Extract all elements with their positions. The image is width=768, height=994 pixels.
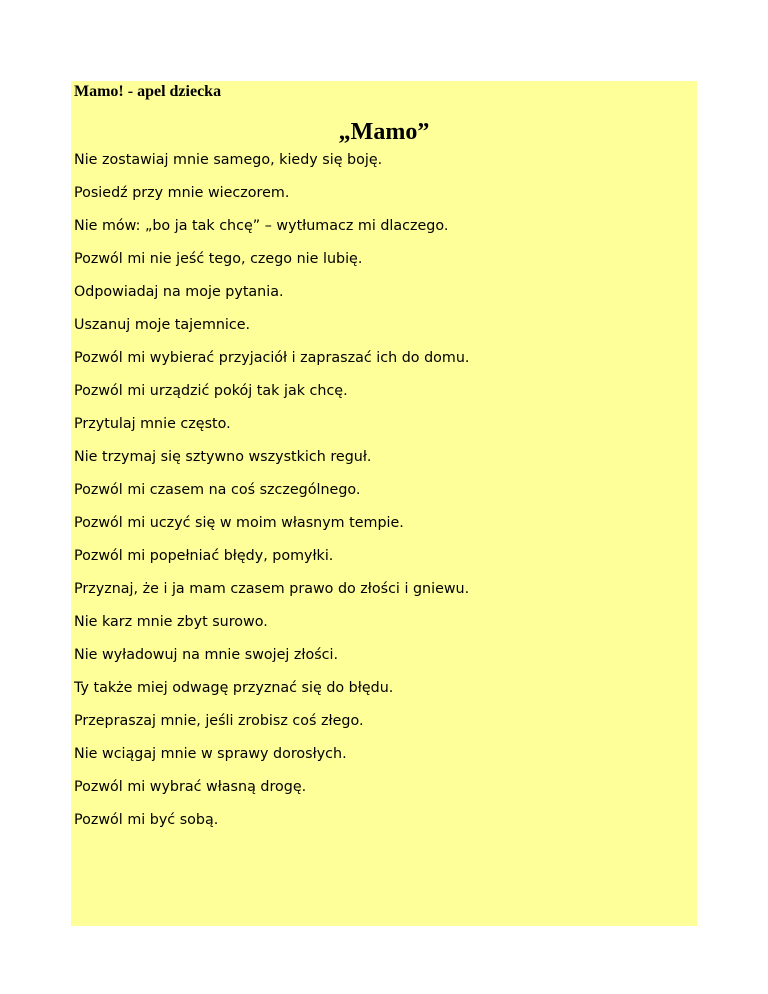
- poem-line: Uszanuj moje tajemnice.: [74, 317, 251, 333]
- poem-line: Przepraszaj mnie, jeśli zrobisz coś złego.: [74, 713, 364, 729]
- poem-line: Nie wciągaj mnie w sprawy dorosłych.: [74, 746, 347, 762]
- poem-line: Nie zostawiaj mnie samego, kiedy się boję.: [74, 152, 383, 168]
- poem-line: Pozwól mi urządzić pokój tak jak chcę.: [74, 383, 348, 399]
- poem-title: „Mamo”: [338, 119, 430, 145]
- poem-line: Pozwól mi wybrać własną drogę.: [74, 779, 307, 795]
- poem-line: Nie mów: „bo ja tak chcę” – wytłumacz mi dlaczego.: [74, 218, 449, 234]
- poem-line: Pozwól mi być sobą.: [74, 812, 219, 828]
- document-panel: [71, 81, 697, 926]
- poem-line: Pozwól mi uczyć się w moim własnym tempie.: [74, 515, 404, 531]
- poem-line: Nie wyładowuj na mnie swojej złości.: [74, 647, 339, 663]
- poem-line: Pozwól mi czasem na coś szczególnego.: [74, 482, 361, 498]
- poem-line: Przytulaj mnie często.: [74, 416, 231, 432]
- poem-line: Odpowiadaj na moje pytania.: [74, 284, 284, 300]
- poem-line: Przyznaj, że i ja mam czasem prawo do złości i gniewu.: [74, 581, 470, 597]
- poem-lines: [74, 150, 469, 843]
- poem-line: Pozwól mi nie jeść tego, czego nie lubię.: [74, 251, 363, 267]
- poem-line: Nie karz mnie zbyt surowo.: [74, 614, 268, 630]
- poem-line: Nie trzymaj się sztywno wszystkich reguł.: [74, 449, 372, 465]
- poem-line: Pozwól mi popełniać błędy, pomyłki.: [74, 548, 334, 564]
- document-header: Mamo! - apel dziecka: [74, 83, 222, 100]
- poem-line: Pozwól mi wybierać przyjaciół i zapraszać ich do domu.: [74, 350, 470, 366]
- poem-line: Ty także miej odwagę przyznać się do błędu.: [74, 680, 394, 696]
- poem-line: Posiedź przy mnie wieczorem.: [74, 185, 290, 201]
